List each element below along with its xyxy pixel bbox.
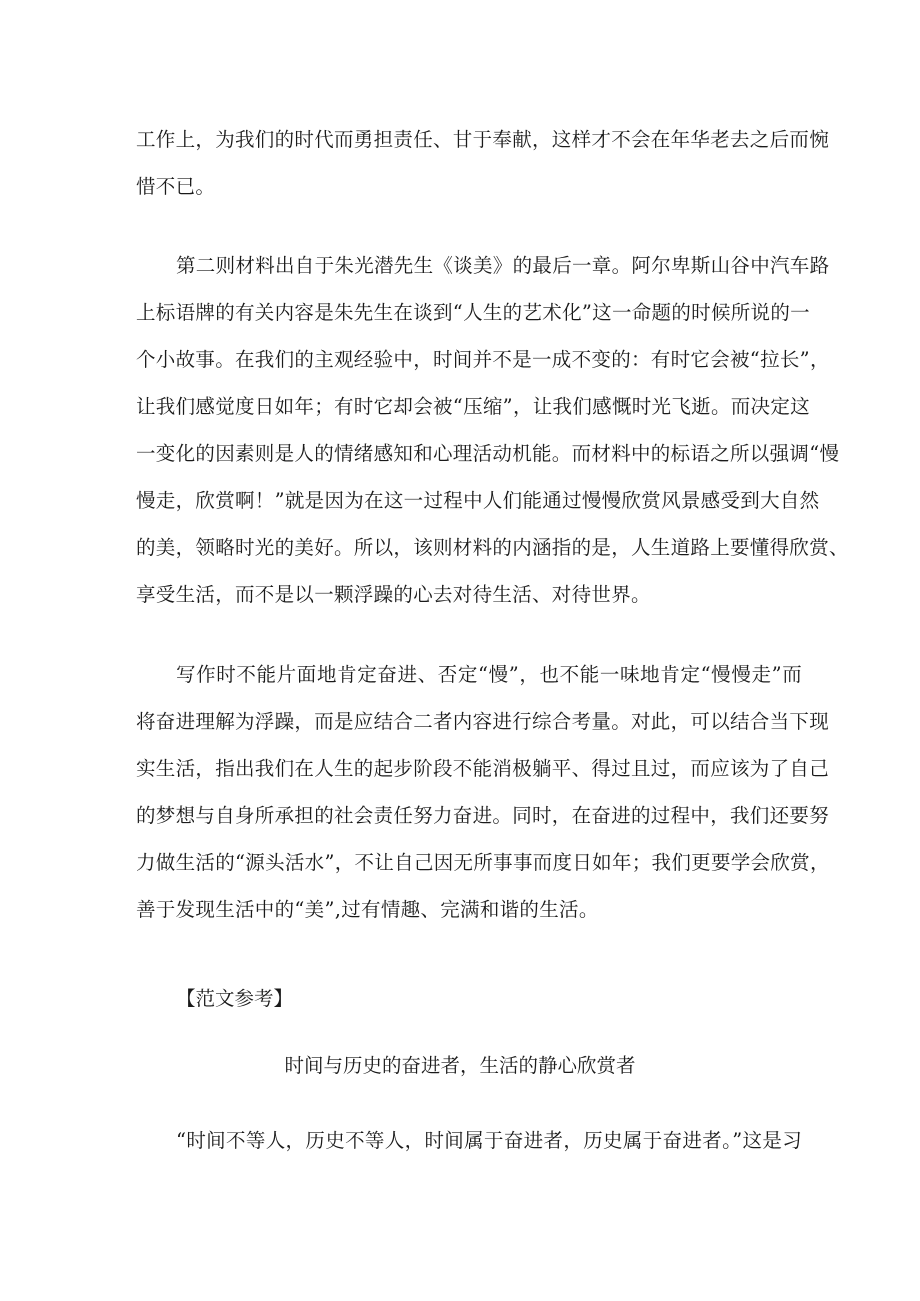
paragraph-1-line-2: 惜不已。 [136, 175, 216, 198]
paragraph-3-line-4: 的梦想与自身所承担的社会责任努力奋进。同时，在奋进的过程中，我们还要努 [136, 804, 830, 827]
paragraph-2-line-5: 一变化的因素则是人的情绪感知和心理活动机能。而材料中的标语之所以强调“慢 [136, 442, 840, 465]
paragraph-2-line-4: 让我们感觉度日如年；有时它却会被“压缩”，让我们感慨时光飞逝。而决定这 [136, 395, 810, 418]
paragraph-2-line-2: 上标语牌的有关内容是朱先生在谈到“人生的艺术化”这一命题的时候所说的一 [136, 301, 810, 324]
paragraph-2-line-7: 的美，领略时光的美好。所以，该则材料的内涵指的是，人生道路上要懂得欣赏、 [136, 536, 849, 559]
paragraph-3-line-2: 将奋进理解为浮躁，而是应结合二者内容进行综合考量。对此，可以结合当下现 [136, 710, 830, 733]
paragraph-1-line-1: 工作上，为我们的时代而勇担责任、甘于奉献，这样才不会在年华老去之后而惋 [136, 128, 830, 151]
essay-paragraph-line-1: “时间不等人，历史不等人，时间属于奋进者，历史属于奋进者。”这是习 [176, 1129, 802, 1152]
paragraph-3-line-6: 善于发现生活中的“美”,过有情趣、完满和谐的生活。 [136, 898, 599, 921]
paragraph-3-line-1: 写作时不能片面地肯定奋进、否定“慢”，也不能一味地肯定“慢慢走”而 [176, 663, 802, 686]
paragraph-2-line-6: 慢走，欣赏啊！”就是因为在这一过程中人们能通过慢慢欣赏风景感受到大自然 [136, 489, 820, 512]
paragraph-3-line-3: 实生活，指出我们在人生的起步阶段不能消极躺平、得过且过，而应该为了自己 [136, 757, 830, 780]
essay-title: 时间与历史的奋进者，生活的静心欣赏者 [284, 1054, 636, 1077]
paragraph-2-line-8: 享受生活，而不是以一颗浮躁的心去对待生活、对待世界。 [136, 583, 651, 606]
section-heading: 【范文参考】 [176, 987, 294, 1010]
paragraph-3-line-5: 力做生活的“源头活水”，不让自己因无所事事而度日如年；我们更要学会欣赏， [136, 851, 830, 874]
paragraph-2-line-1: 第二则材料出自于朱光潜先生《谈美》的最后一章。阿尔卑斯山谷中汽车路 [176, 254, 830, 277]
paragraph-2-line-3: 个小故事。在我们的主观经验中，时间并不是一成不变的：有时它会被“拉长”， [136, 348, 830, 371]
